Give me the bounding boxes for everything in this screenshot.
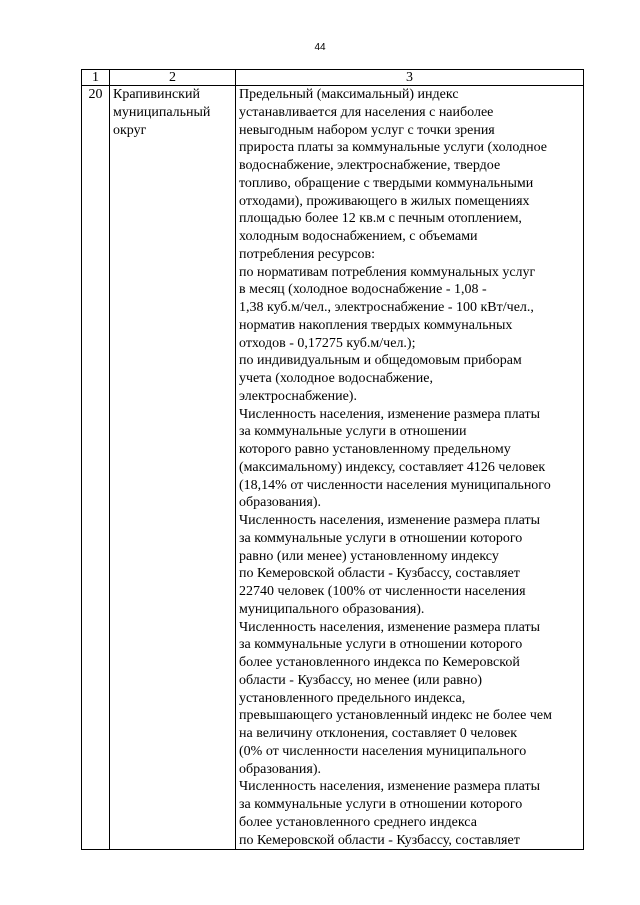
description-line: холодным водоснабжением, с объемами [239,229,478,244]
row-number-cell [82,86,110,850]
description-line: по Кемеровской области - Кузбассу, составляет [239,832,520,848]
description-line: за коммунальные услуги в отношении которого [239,637,523,653]
description-line: более установленного среднего индекса [239,814,477,830]
description-line: превышающего установленный индекс не более чем [239,708,552,724]
description-line: равно (или менее) установленному индексу [239,548,499,564]
municipality-name-line: муниципальный [113,104,211,120]
description-line: образования). [239,495,322,511]
description-line: Предельный (максимальный) индекс [239,87,459,102]
municipality-name-line: Крапивинский [113,87,200,102]
description-line: на величину отклонения, составляет 0 человек [239,726,518,741]
description-line: (максимальному) индексу, составляет 4126 человек [239,459,546,475]
description-line: образования). [239,761,322,777]
description-line: Численность населения, изменение размера платы [239,406,540,422]
municipality-name-line: округ [113,122,147,138]
table-row [82,86,584,850]
column-header-3: 3 [236,70,584,86]
description-line: более установленного индекса по Кемеровской [239,655,520,670]
description-line: Численность населения, изменение размера платы [239,619,540,635]
description-line: отходов - 0,17275 куб.м/чел.); [239,335,416,351]
description-line: (18,14% от численности населения муниципального [239,477,551,493]
description-line: устанавливается для населения с наиболее [239,104,494,120]
description-line: отходами), проживающего в жилых помещениях [239,193,530,209]
column-header-2: 2 [110,70,236,86]
description-cell [236,86,584,850]
description-line: по индивидуальным и общедомовым приборам [239,353,522,369]
description-line: топливо, обращение с твердыми коммунальными [239,175,534,191]
description-line: в месяц (холодное водоснабжение - 1,08 - [239,282,487,298]
description-line: которого равно установленному предельному [239,442,511,457]
description-line: прироста платы за коммунальные услуги (холодное [239,140,547,156]
description-line: за коммунальные услуги в отношении которого [239,797,523,812]
page-number: 44 [314,42,326,53]
description-line: муниципального образования). [239,601,425,617]
description-line: по Кемеровской области - Кузбассу, составляет [239,566,520,582]
description-line: норматив накопления твердых коммунальных [239,317,513,333]
description-line: электроснабжение). [239,388,357,404]
description-line: водоснабжение, электроснабжение, твердое [239,158,501,173]
description-line: 22740 человек (100% от численности населения [239,584,526,599]
description-line: Численность населения, изменение размера платы [239,779,540,795]
description-line: Численность населения, изменение размера платы [239,513,540,528]
description-line: 1,38 куб.м/чел., электроснабжение - 100 кВт/чел., [239,300,534,315]
description-line: (0% от численности населения муниципального [239,743,527,759]
description-line: за коммунальные услуги в отношении которого [239,530,523,546]
description-line: площадью более 12 кв.м с печным отоплением, [239,211,522,227]
description-line: установленного предельного индекса, [239,690,466,706]
description-line: потребления ресурсов: [239,246,376,262]
column-header-1: 1 [82,70,110,86]
description-text [239,86,580,849]
municipality-name [113,86,232,139]
description-line: области - Кузбассу, но менее (или равно) [239,672,483,688]
description-line: по нормативам потребления коммунальных услуг [239,264,536,280]
table-header-row [82,70,584,86]
row-number: 20 [88,87,103,102]
description-line: за коммунальные услуги в отношении [239,424,467,440]
description-line: учета (холодное водоснабжение, [239,371,433,386]
data-table [81,69,584,850]
municipality-name-cell [110,86,236,850]
description-line: невыгодным набором услуг с точки зрения [239,122,495,138]
